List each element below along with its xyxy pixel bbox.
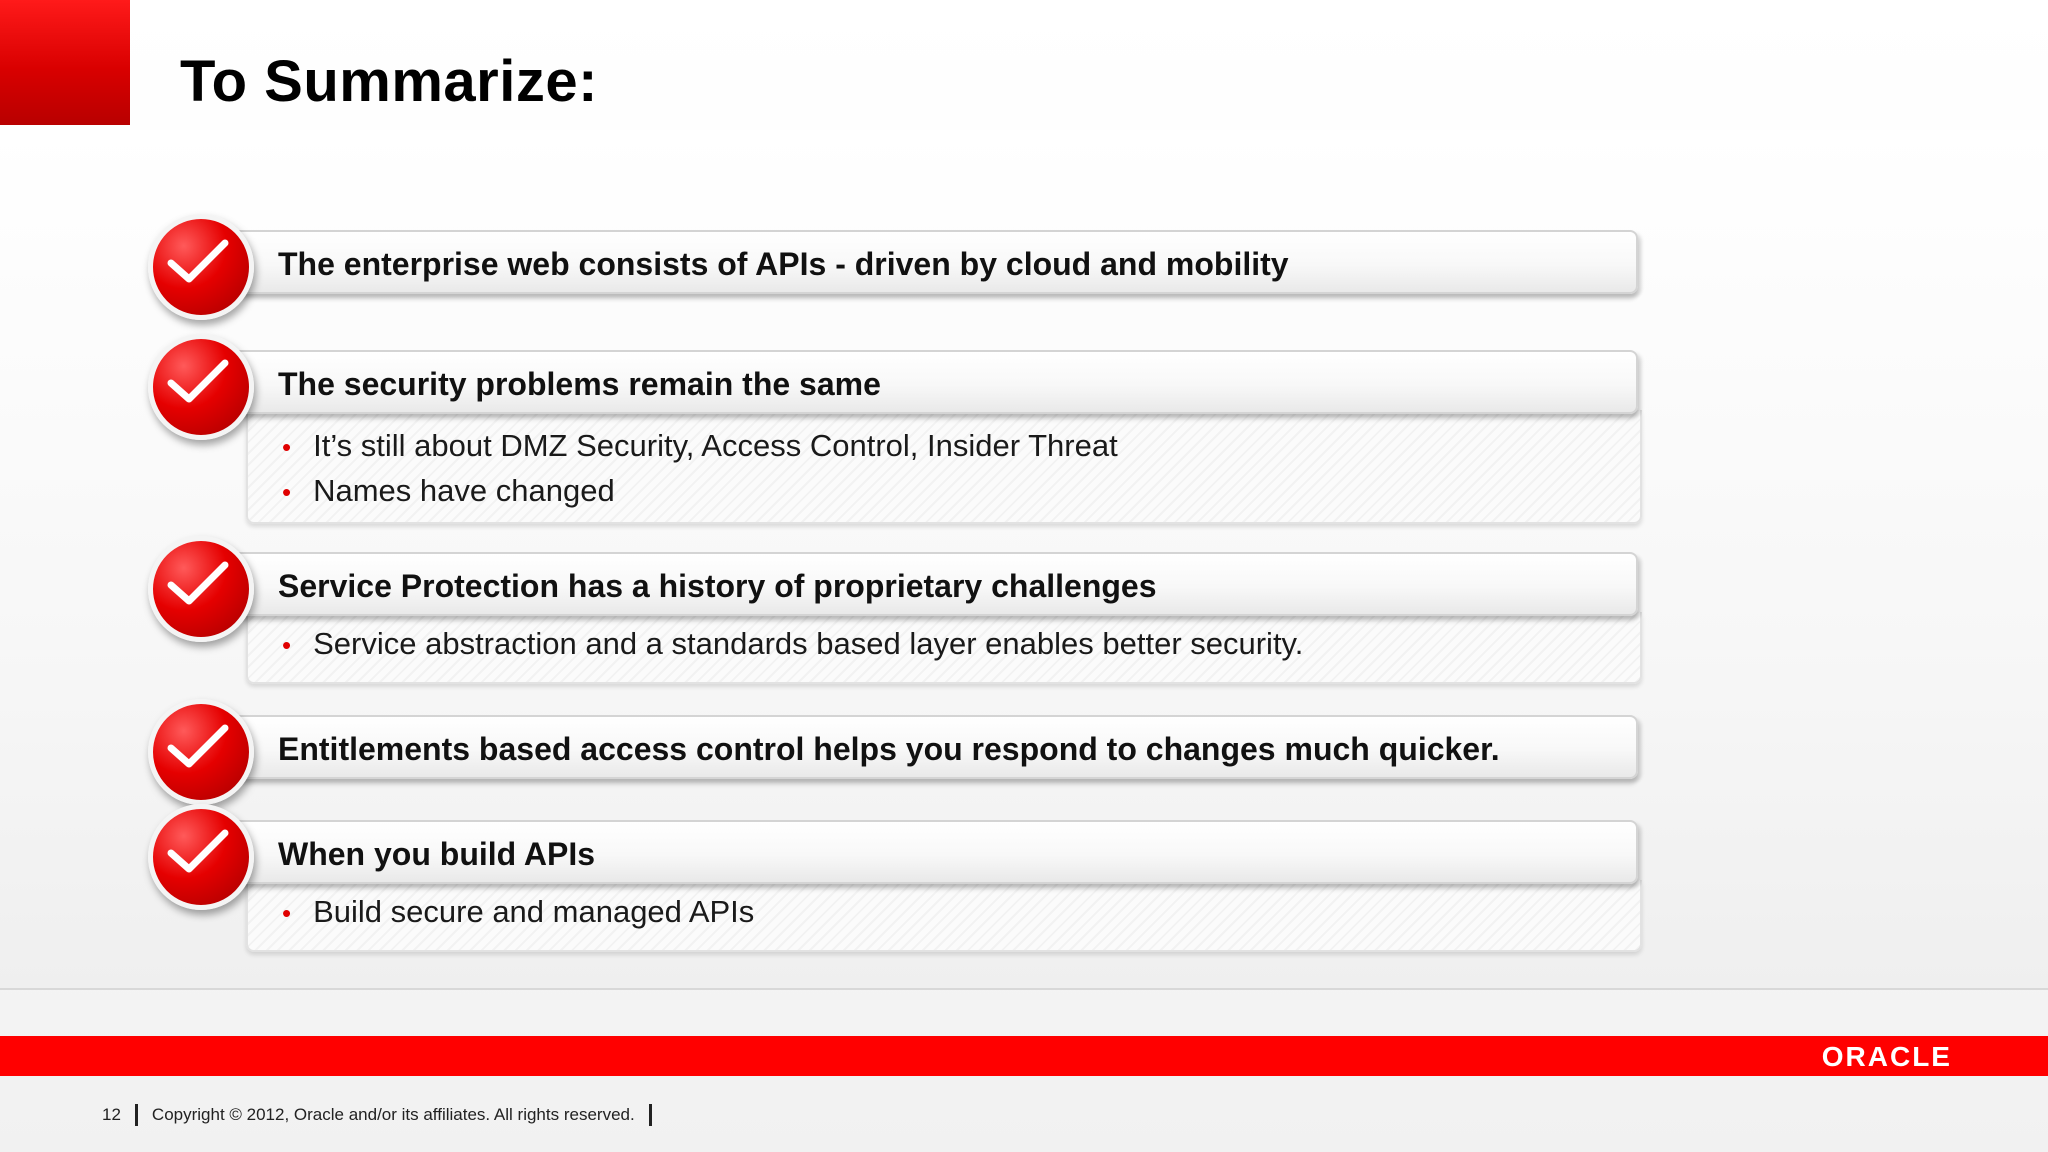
item-subpanel	[246, 880, 1642, 952]
bullet-icon: •	[282, 477, 292, 507]
checkmark-icon	[148, 334, 254, 440]
bullet-icon: •	[282, 432, 292, 462]
item-bar	[208, 552, 1638, 616]
list-item: • Names have changed	[282, 473, 615, 508]
page-title: To Summarize:	[180, 49, 598, 114]
item-bar	[208, 350, 1638, 414]
item-bar	[208, 820, 1638, 884]
bullet-icon: •	[282, 898, 292, 928]
checkmark-icon	[148, 214, 254, 320]
footer-divider	[135, 1104, 138, 1126]
item-heading: Service Protection has a history of proprietary challenges	[278, 568, 1157, 604]
checkmark-icon	[148, 699, 254, 805]
checkmark-icon	[148, 804, 254, 910]
footer-divider	[649, 1104, 652, 1126]
list-item: • Build secure and managed APIs	[282, 894, 755, 929]
footer	[102, 1104, 666, 1126]
checkmark-icon	[148, 536, 254, 642]
item-heading: When you build APIs	[278, 836, 596, 872]
list-item: • Service abstraction and a standards based layer enables better security.	[282, 626, 1304, 661]
corner-accent	[0, 0, 130, 125]
item-bar	[208, 715, 1638, 779]
item-subpanel	[246, 612, 1642, 684]
oracle-logo: ORACLE	[1821, 1041, 1952, 1072]
bullet-icon: •	[282, 630, 292, 660]
item-subpanel	[246, 410, 1642, 524]
list-item: • It’s still about DMZ Security, Access Control, Insider Threat	[282, 428, 1118, 463]
item-heading: Entitlements based access control helps you respond to changes much quicker.	[278, 731, 1500, 767]
item-heading: The enterprise web consists of APIs - driven by cloud and mobility	[278, 246, 1289, 282]
item-bar	[208, 230, 1638, 294]
page-number: 12	[102, 1105, 121, 1124]
copyright-text: Copyright © 2012, Oracle and/or its affiliates. All rights reserved.	[151, 1105, 635, 1124]
item-heading: The security problems remain the same	[278, 366, 881, 402]
footer-stripe	[0, 1036, 2048, 1076]
